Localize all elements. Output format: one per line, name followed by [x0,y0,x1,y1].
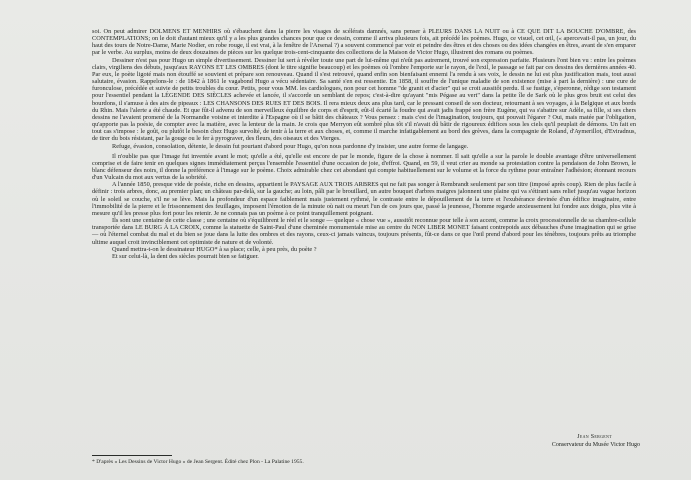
paragraph-5: A l'année 1850, presque vide de poésie, riche en dessins, appartient le PAYSAGE AUX TROIS ARBRES qui ne fait pas songer à Rembrandt seulement par son titre (imposé après coup). Rien de plus facile à définir : trois arbres, donc, au premier plan; un château par-delà, sur la gauche; au loin, pâli par le brouillard, un autre bouquet d'arbres maigres jalonnent une plaine qui va s'étirant sans relief jusqu'au vague horizon où le soleil se couche, s'il ne se lève. Mais la profondeur d'un espace faiblement mais justement rythmé, le contraste entre le dépouillement de la terre et l'exubérance devinée d'un édifice imaginaire, entre l'immobilité de la pierre et le frissonnement des feuillages, imposent l'émotion de la minute où nait ou meurt l'un de ces jours que, passé la jeunesse, l'homme regarde anxieusement lui fondre aux doigts, plus vite à mesure qu'il les presse plus fort pour les retenir. Je ne connais pas un poème à ce point tranquillement poignant. [92,181,636,217]
footnote-divider [92,455,172,456]
signature-name: Jean Sergent [577,434,612,440]
footnote: * D'après « Les Dessins de Victor Hugo » de Jean Sergent. Édité chez Plon - La Palatine 1955. [92,459,304,465]
paragraph-8: Et sur celui-là, la dent des siècles pourrait bien se fatiguer. [112,252,259,260]
paragraph-7: Quand mettra-t-on le dessinateur HUGO* à sa place; celle, à peu près, du poète ? [112,245,317,253]
signature-block [500,434,640,449]
paragraph-4: Il n'oublie pas que l'image fut inventée avant le mot; qu'elle a été, qu'elle est encore de par le monde, figure de la chose à nommer. Il sait qu'elle a sur la parole le double avantage d'être universellement comprise et de faire tenir en quelques signes immédiatement perçus l'ensemble l'essentiel d'une occasion de joie, d'effroi. Quand, en 59, il veut crier au monde sa protestation contre la pendaison de John Brown, le blanc défenseur des noirs, il donne la préférence à l'image sur le poème. Choix admirable chez cet abondant qui compte habituellement sur le volume et la force du rythme pour entraîner l'adhésion; étonnant recours d'un Vulcain du mot aux vertus de la sobriété. [92,152,636,182]
paragraph-3: Refuge, évasion, consolation, détente, le dessin fut pourtant d'abord pour Hugo, qu'on nous pardonne d'y insister, une autre forme de langage. [112,142,469,150]
paragraph-2: Dessiner n'est pas pour Hugo un simple divertissement. Dessiner lui sert à révéler toute une part de lui-même qui n'eût pas autrement, trouvé son expression parfaite. Plusieurs l'ont bien vu : entre les poèmes clairs, virgiliens des débuts, jusqu'aux RAYONS ET LES OMBRES (dont le titre signifie beaucoup) et les poèmes où l'ombre l'emporte sur le rayon, de l'exil, le passage se fait par ces dessins des dernières années 40. Par eux, le poète ligoté mais non étouffé se souvient et prépare son renouveau. Quand il s'est retrouvé, quand enfin son bienfaisant ennemi l'a rendu à ses voix, le dessin ne lui est plus justification mais, tout aussi salutaire, évasion. Rappelons-le : de 1842 à 1861 le vagabond Hugo a vécu sédentaire. Sa santé s'en est ressentie. En 1858, il souffre de l'unique maladie de son existence (mise à part la dernière) : une cure de furonculose, précédée et suivie de petits troubles du cœur. Petits, pour vous MM. les cardiologues, non pour cet homme "de granit et d'acier" qui se croit aussitôt perdu. Il se fustige, s'éperonne, rédige son testament pour l'essentiel pendant la LÉGENDE DES SIÈCLES achevée et lancée, il s'accorde un semblant de repos; c'est-à-dire qu'ayant "mis Pégase au vert" dans la petite île de Sark où le plus gros bruit est celui des bourdons, il s'amuse à des airs de pipeaux : LES CHANSONS DES RUES ET DES BOIS. Il rera mieux deux ans plus tard, car le pressant conseil de son docteur, retournant à ses voyages, à la Belgique et aux bords du Rhin. Mais l'alerte a été chaude. Et que fût-il advenu de son merveilleux équilibre de corps et d'esprit, eût-il écarté la foudre qui avait jadis frappé son frère Eugène, qui va s'abattre sur Adèle, sa fille, si ses chers dessins ne l'avaient promené de la Normandie voisine et interdite à l'Espagne où il se bâtit des châteaux ? Vous pensez : mais c'est de l'imagination, toujours, qui pouvait l'égarer ? Oui, mais matée par l'obligation, qu'apporte pas la poésie, de compter avec la matière, avec la lenteur de la main. Je crois que Merryon eût sombré plus tôt s'il n'avait dû bâtir de rigoureux édifices sous les ciels qu'il peuplait de démons. Un fait en tout cas s'impose : le goût, ou plutôt le besoin chez Hugo survolté, de tenir à la terre et aux choses, et, comme il marche infatigablement au bord des grèves, dans la compagnie de Roland, d'Aymerillot, d'Eviradnus, de tirer du bois résistant, par la gouge ou le fer à pyrograver, des fleurs, des oiseaux et des Vierges. [92,56,636,143]
paragraph-6: Ils sont une centaine de cette classe ; une centaine où s'équilibrent le réel et le songe — quelque « chose vue », aussitôt reconnue pour telle à son accent, comme la croix processionnelle de sa chambre-cellule transportée dans LE BURG À LA CROIX, comme la statuette de Saint-Paul d'une cheminée monumentale mise au centre du NON LIBER MONET faisant contrepoids aux débauches d'une imagination qui se grise — où l'éternel combat du mal et du bien se joue dans la lutte des ombres et des rayons, ceux-ci jamais vaincus, toujours présents, fût-ce dans ce que l'œil prend d'abord pour les ténèbres, toujours prêts au triomphe ultime auquel croit invinciblement cet optimiste de nature et de volonté. [92,217,636,246]
body-text [92,28,636,260]
paragraph-1: soi. On peut admirer DOLMENS ET MENHIRS où s'ébauchent dans la pierre les visages de scélérats damnés, sans penser à PLEURS DANS LA NUIT ou à CE QUE DIT LA BOUCHE D'OMBRE, des CONTEMPLATIONS; on le doit d'autant mieux qu'il y a les plus grandes chances pour que ce dessin, comme il arriva plusieurs fois, ait précédé les poèmes. Hugo, ce visuel, cet œil, (« apercevait-il pas, un jour, du haut des tours de Notre-Dame, Marie Nodier, en robe rouge, il est vrai, à la fenêtre de l'Arsenal ?) a souvent commencé par voir et peindre des êtres et des choses ou des idées changées en êtres, avant de s'en emparer par le verbe. Au surplus, moins de deux douzaines de pièces sur les quelque trois-cent-cinquante des collections de la Maison de Victor Hugo, illustrent des romans ou poèmes. [92,28,636,57]
signature-title: Conservateur du Musée Victor Hugo [551,441,640,448]
